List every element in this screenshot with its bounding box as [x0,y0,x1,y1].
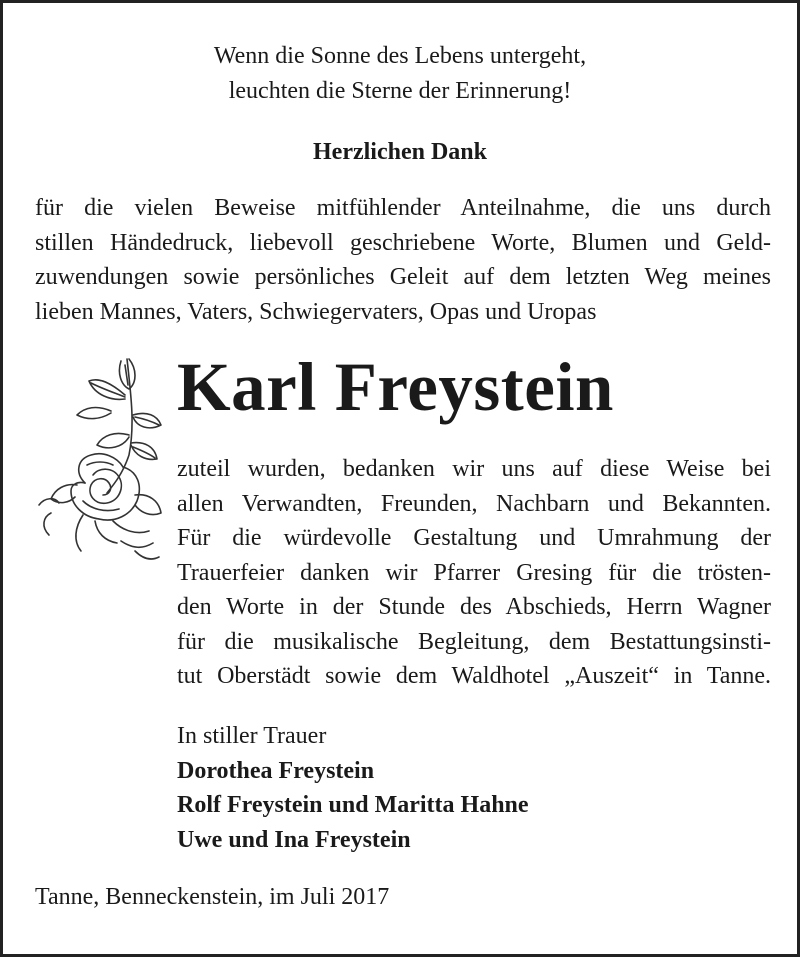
body-line: zuteil wurden, bedanken wir uns auf diese Weise bei [177,456,771,482]
body-paragraph [177,452,771,694]
rose-icon [25,355,175,570]
signoff [177,719,529,857]
mourner-name: Uwe und Ina Freystein [177,826,411,853]
mourner-name: Dorothea Freystein [177,757,375,784]
body-line: allen Verwandten, Freunden, Nachbarn und Bekannten. [177,490,771,517]
motto-line: leuchten die Sterne der Erinnerung! [228,78,572,104]
body-line: den Worte in der Stunde des Abschieds, Herrn Wagner [177,594,771,620]
motto-line: Wenn die Sonne des Lebens untergeht, [213,43,587,69]
motto [3,39,797,109]
signoff-intro: In stiller Trauer [177,723,327,749]
body-line: Trauerfeier danken wir Pfarrer Gresing für die trösten- [177,559,771,586]
place-date: Tanne, Benneckenstein, im Juli 2017 [35,884,390,910]
intro-line: stillen Händedruck, liebevoll geschriebene Worte, Blumen und Geld- [35,229,771,256]
deceased-name: Karl Freystein [177,349,614,425]
body-line: tut Oberstädt sowie dem Waldhotel „Auszeit“ in Tanne. [177,663,771,689]
intro-line: für die vielen Beweise mitfühlender Anteilnahme, die uns durch [35,195,771,221]
mourner-name: Rolf Freystein und Maritta Hahne [177,792,529,818]
body-line: für die musikalische Begleitung, dem Bestattungsinsti- [177,628,771,655]
intro-paragraph [35,191,771,329]
intro-line: zuwendungen sowie persönliches Geleit auf dem letzten Weg meines [35,264,771,290]
body-line: Für die würdevolle Gestaltung und Umrahmung der [177,525,771,551]
intro-line: lieben Mannes, Vaters, Schwiegervaters, Opas und Uropas [35,298,597,325]
thanks-heading: Herzlichen Dank [313,139,487,165]
